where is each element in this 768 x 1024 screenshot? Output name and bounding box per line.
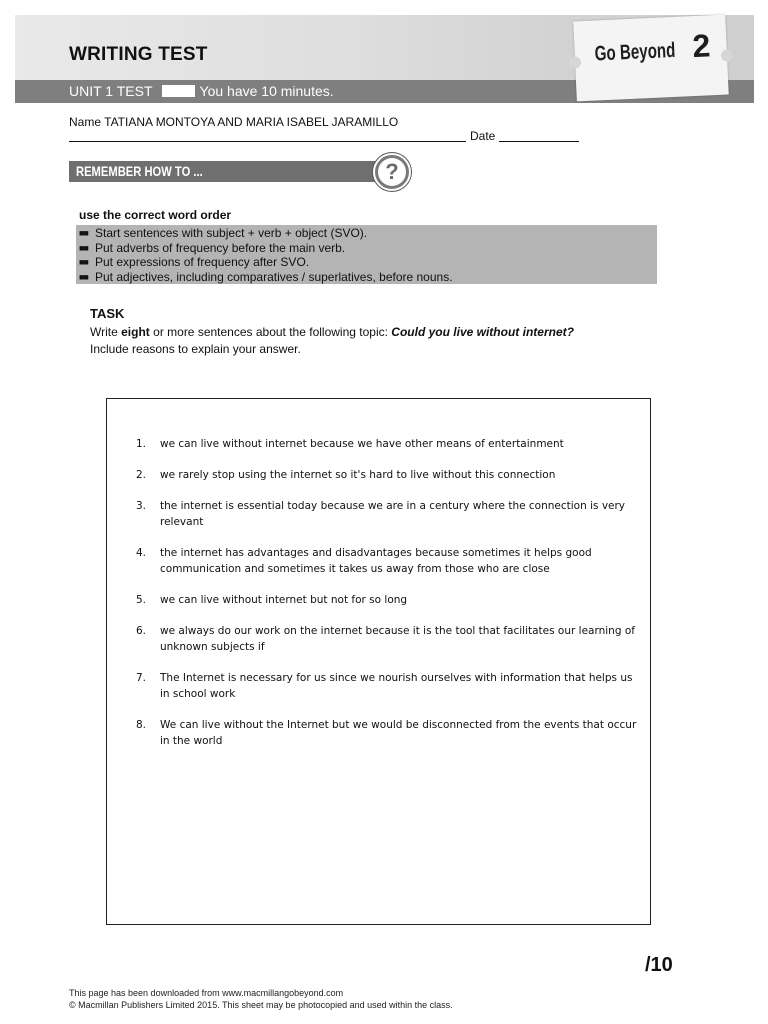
time-limit: You have 10 minutes. bbox=[199, 83, 334, 99]
task-instructions bbox=[90, 324, 574, 358]
bullet-icon: ■■ bbox=[79, 242, 88, 253]
task-topic: Could you live without internet? bbox=[391, 325, 574, 339]
brand-logo: Go Beyond bbox=[594, 38, 676, 66]
rule-item: ■■ Put adverbs of frequency before the main verb. bbox=[79, 240, 346, 255]
ticket-notch-left bbox=[569, 56, 582, 69]
answer-item: 7. The Internet is necessary for us since we nourish ourselves with information that helps us in school work bbox=[136, 672, 633, 700]
footer-copyright: © Macmillan Publishers Limited 2015. This sheet may be photocopied and used within the class. bbox=[69, 1000, 453, 1010]
brand-ticket bbox=[573, 15, 728, 102]
unit-label: UNIT 1 TEST bbox=[69, 83, 153, 99]
remember-heading: REMEMBER HOW TO ... bbox=[76, 163, 203, 179]
bullet-icon: ■■ bbox=[79, 257, 88, 267]
question-icon bbox=[373, 153, 411, 191]
rules-list bbox=[79, 226, 453, 284]
task-line: Write eight or more sentences about the following topic: Could you live without internet? bbox=[90, 325, 574, 339]
answer-item: 1. we can live without internet because we have other means of entertainment bbox=[136, 438, 564, 450]
task-count: eight bbox=[121, 325, 150, 339]
answer-item: 5. we can live without internet but not for so long bbox=[136, 594, 408, 606]
rule-heading: use the correct word order bbox=[79, 208, 232, 222]
task-reasons: Include reasons to explain your answer. bbox=[90, 342, 301, 356]
name-underline bbox=[69, 141, 466, 142]
date-label: Date bbox=[470, 129, 496, 143]
footer-source: This page has been downloaded from www.macmillangobeyond.com bbox=[69, 988, 344, 998]
task-label: TASK bbox=[90, 306, 125, 321]
answer-item: 8. We can live without the Internet but we would be disconnected from the events that occur in the world bbox=[136, 719, 637, 747]
student-name: Name TATIANA MONTOYA AND MARIA ISABEL JARAMILLO bbox=[69, 115, 399, 129]
answer-list bbox=[136, 436, 641, 749]
rule-item: ■■ Put expressions of frequency after SVO. bbox=[79, 255, 310, 269]
brand-level: 2 bbox=[691, 27, 712, 65]
date-underline bbox=[499, 141, 579, 142]
answer-item: 2. we rarely stop using the internet so it's hard to live without this connection bbox=[136, 469, 556, 481]
question-mark-icon: ? bbox=[378, 158, 406, 186]
bullet-icon: ■■ bbox=[79, 271, 88, 282]
footer bbox=[69, 987, 453, 1011]
unit-info bbox=[69, 83, 334, 99]
rule-item: ■■ Start sentences with subject + verb + object (SVO). bbox=[79, 226, 368, 240]
score-box bbox=[162, 85, 195, 97]
answer-item: 6. we always do our work on the internet because it is the tool that facilitates our learning of unknown subjects if bbox=[136, 625, 635, 653]
rule-item: ■■ Put adjectives, including comparatives / superlatives, before nouns. bbox=[79, 269, 453, 284]
score-total: /10 bbox=[645, 954, 673, 976]
answer-item: 3. the internet is essential today because we are in a century where the connection is very relevant bbox=[136, 500, 626, 528]
answer-item: 4. the internet has advantages and disadvantages because sometimes it helps good communication and sometimes it takes us away from those who are close bbox=[136, 547, 592, 575]
bullet-icon: ■■ bbox=[79, 228, 88, 238]
page-title: WRITING TEST bbox=[69, 44, 208, 65]
